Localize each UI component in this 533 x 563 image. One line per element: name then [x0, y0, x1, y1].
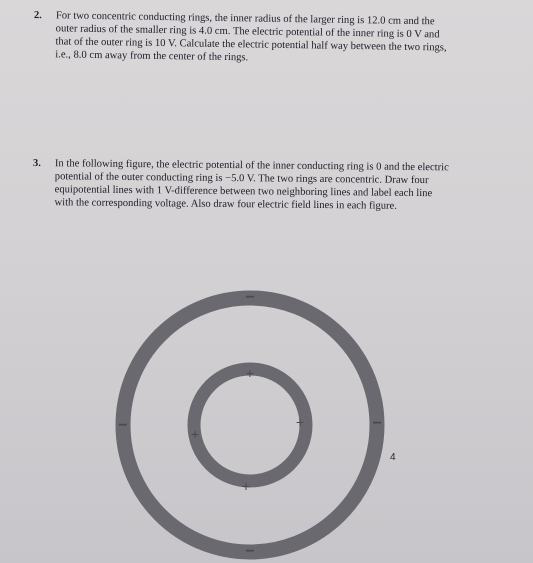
- outer-ring-sign: −: [372, 415, 382, 432]
- margin-label: 4: [390, 452, 396, 463]
- problem-line: i.e., 8.0 cm away from the center of the rings.: [55, 49, 249, 64]
- rings-diagram: [100, 282, 420, 563]
- inner-ring: [194, 369, 306, 481]
- problem-line: potential of the outer conducting ring is −5.0 V. The two rings are concentric. Draw four: [54, 171, 429, 187]
- problem-text: [54, 157, 448, 213]
- problem-number: 2.: [33, 9, 42, 22]
- outer-ring-sign: −: [245, 543, 255, 560]
- problem-3: [32, 157, 528, 242]
- concentric-rings-figure: [100, 282, 420, 563]
- problem-number: 3.: [32, 157, 41, 170]
- inner-ring-sign: +: [245, 365, 255, 381]
- problem-line: with the corresponding voltage. Also draw four electric field lines in each figure.: [54, 197, 397, 212]
- outer-ring-sign: −: [118, 417, 128, 434]
- problem-line: equipotential lines with 1 V-difference between two neighboring lines and label each line: [54, 184, 433, 200]
- problem-line: In the following figure, the electric potential of the inner conducting ring is 0 and the electric: [54, 158, 449, 174]
- inner-ring-sign: +: [190, 426, 200, 442]
- outer-ring: [123, 298, 377, 552]
- problem-2: [33, 9, 524, 97]
- inner-ring-sign: +: [241, 478, 251, 494]
- inner-ring-sign: +: [295, 414, 305, 430]
- problem-line: For two concentric conducting rings, the inner radius of the larger ring is 12.0 cm and the: [55, 10, 435, 28]
- outer-ring-sign: −: [245, 289, 255, 306]
- problem-line: that of the outer ring is 10 V. Calculate the electric potential half way between the two rings,: [55, 36, 447, 54]
- problem-text: [55, 9, 447, 67]
- problem-line: outer radius of the smaller ring is 4.0 cm. The electric potential of the inner ring is 0 V and: [55, 23, 440, 41]
